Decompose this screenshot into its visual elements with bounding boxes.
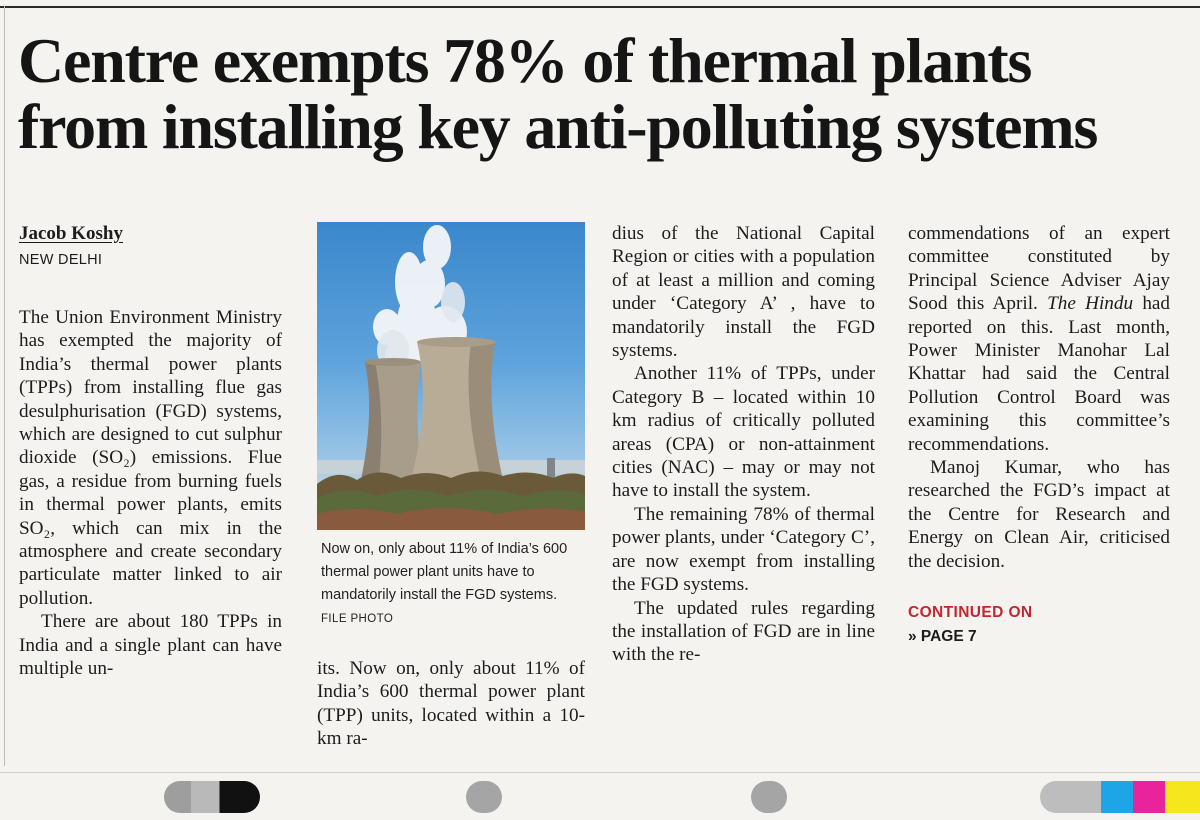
continued-on-link[interactable]: [908, 601, 1170, 649]
article-column-2: [317, 222, 585, 751]
print-registration-mark: [751, 781, 787, 813]
paragraph-text: had reported on this. Last month, Power Minister Manohar Lal Khattar had said the Central Pollution Control Board was examining this committee’s recommendations.: [908, 293, 1171, 455]
cooling-towers-photo: [317, 222, 585, 530]
article-column-1: [19, 222, 282, 681]
continued-label: CONTINUED ON: [908, 604, 1033, 622]
paragraph: The updated rules regarding the installation of FGD are in line with the re-: [612, 597, 875, 666]
caption-text: Now on, only about 11% of India’s 600 thermal power plant units have to mandatorily install the FGD systems.: [321, 541, 568, 603]
print-registration-mark: [466, 781, 502, 813]
cmyk-color-bar: [1040, 781, 1200, 813]
paragraph: dius of the National Capital Region or cities with a population of at least a million and coming under ‘Category A’ , have to mandatorily install the FGD systems.: [612, 223, 875, 362]
paragraph: [908, 222, 1170, 456]
article-column-4: [908, 222, 1170, 649]
print-registration-mark: [164, 781, 260, 813]
bottom-rule: [0, 772, 1200, 773]
paragraph: There are about 180 TPPs in India and a single plant can have multiple un-: [19, 611, 282, 680]
continued-page: » PAGE 7: [908, 628, 977, 646]
photo-illustration: [317, 222, 585, 530]
paragraph: The remaining 78% of thermal power plants, under ‘Category C’, are now exempt from installing the FGD systems.: [612, 503, 875, 596]
paragraph: The Union Environment Ministry has exempted the majority of India’s thermal power plants (TPPs) from installing flue gas desulphurisation (FGD) systems, which are designed to cut sulphur dioxide (SO₂) emissions. Flue gas, a residue from burning fuels in thermal power plants, emits SO₂, which can mix in the atmosphere and create secondary particulate matter linked to air pollution.: [19, 307, 282, 609]
headline-line-2: from installing key anti-polluting systems: [18, 91, 1098, 162]
top-rule: [0, 6, 1200, 8]
publication-name: The Hindu: [1047, 293, 1134, 315]
paragraph: Manoj Kumar, who has researched the FGD’s impact at the Centre for Research and Energy on Clean Air, criticised the decision.: [908, 457, 1170, 572]
byline-author[interactable]: Jacob Koshy: [19, 223, 123, 244]
headline-line-1: Centre exempts 78% of thermal plants: [18, 25, 1032, 96]
paragraph: its. Now on, only about 11% of India’s 600 thermal power plant (TPP) units, located within a 10-km ra-: [317, 658, 585, 750]
headline: [18, 25, 1188, 162]
left-column-rule: [4, 6, 5, 766]
paragraph-text: commendations of an expert committee constituted by Principal Science Adviser Ajay Sood this April.: [908, 223, 1170, 315]
photo-credit: FILE PHOTO: [321, 613, 394, 625]
byline-dateline: NEW DELHI: [19, 252, 103, 268]
article-column-3: [612, 222, 875, 667]
photo-caption: [317, 538, 585, 631]
paragraph: Another 11% of TPPs, under Category B – located within 10 km radius of critically polluted areas (CPA) or non-attainment cities (NAC) – may or may not have to install the system.: [612, 363, 875, 502]
